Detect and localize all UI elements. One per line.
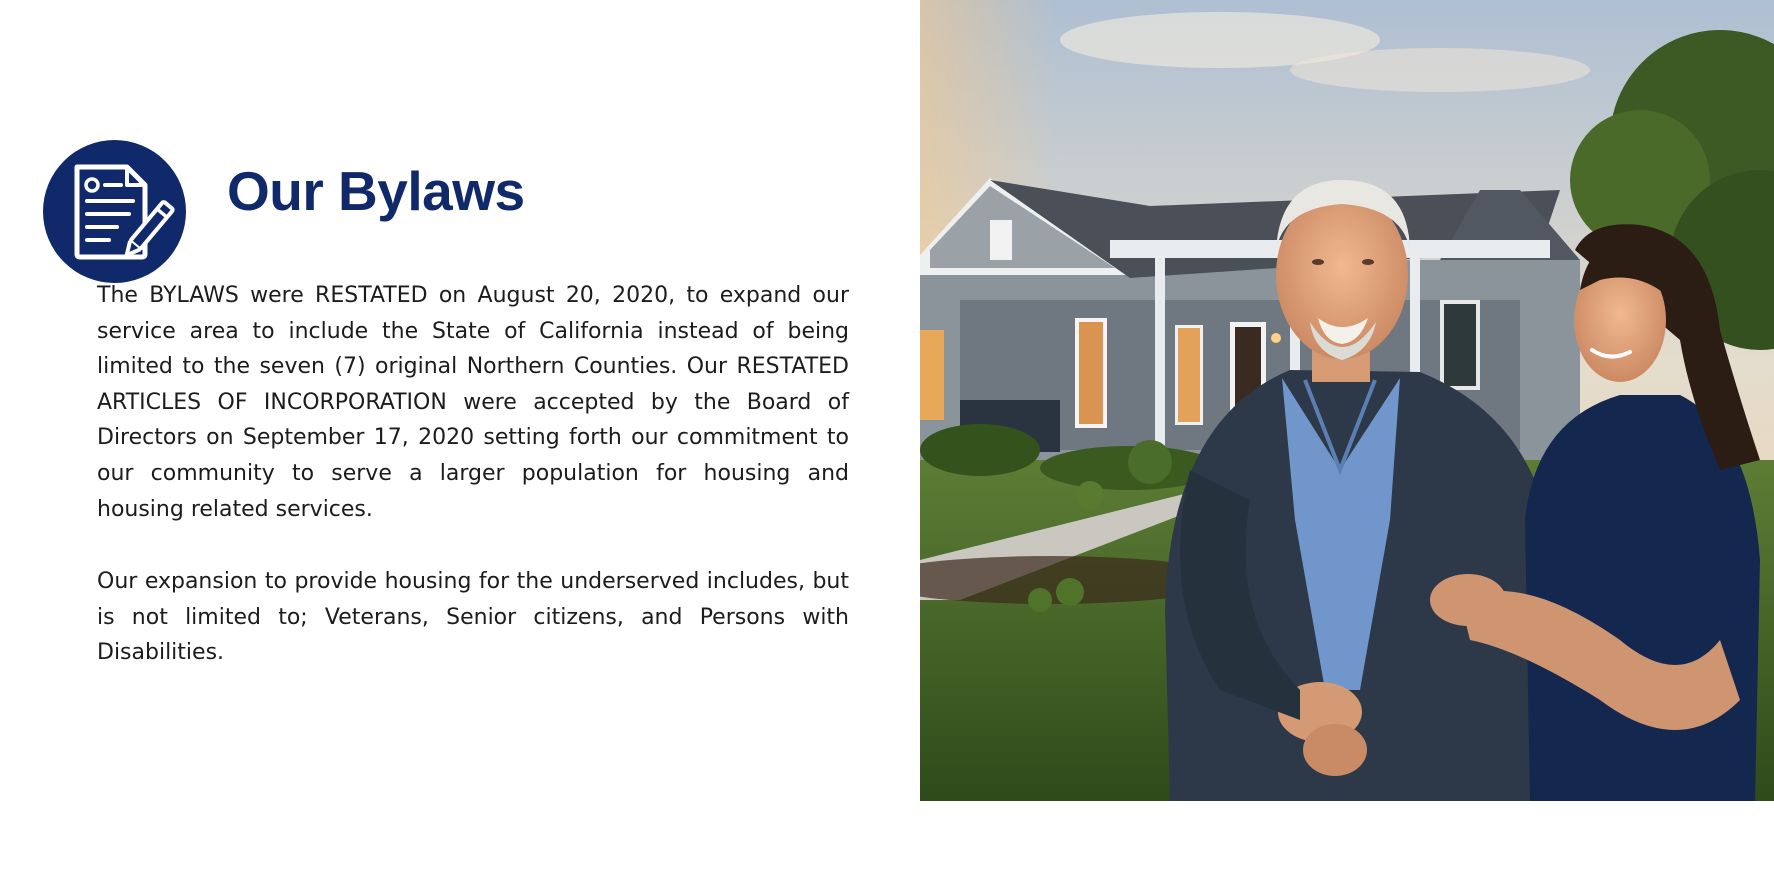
body-text: [97, 278, 849, 671]
paragraph-expansion: Our expansion to provide housing for the underserved includes, but is not limited to; Veterans, Senior citizens, and Persons with Disabilities.: [97, 569, 849, 666]
hero-photo: [920, 0, 1774, 801]
page-title: Our Bylaws: [227, 160, 525, 222]
document-pen-icon: [43, 140, 186, 283]
paragraph-bylaws: The BYLAWS were RESTATED on August 20, 2020, to expand our service area to include the State of California instead of being limited to the seven (7) original Northern Counties. Our RESTATED ARTICLES OF INCORPORATION were accepted by the Board of Directors on September 17, 2020 setting forth our commitment to our community to serve a larger population for housing and housing related services.: [97, 283, 849, 522]
